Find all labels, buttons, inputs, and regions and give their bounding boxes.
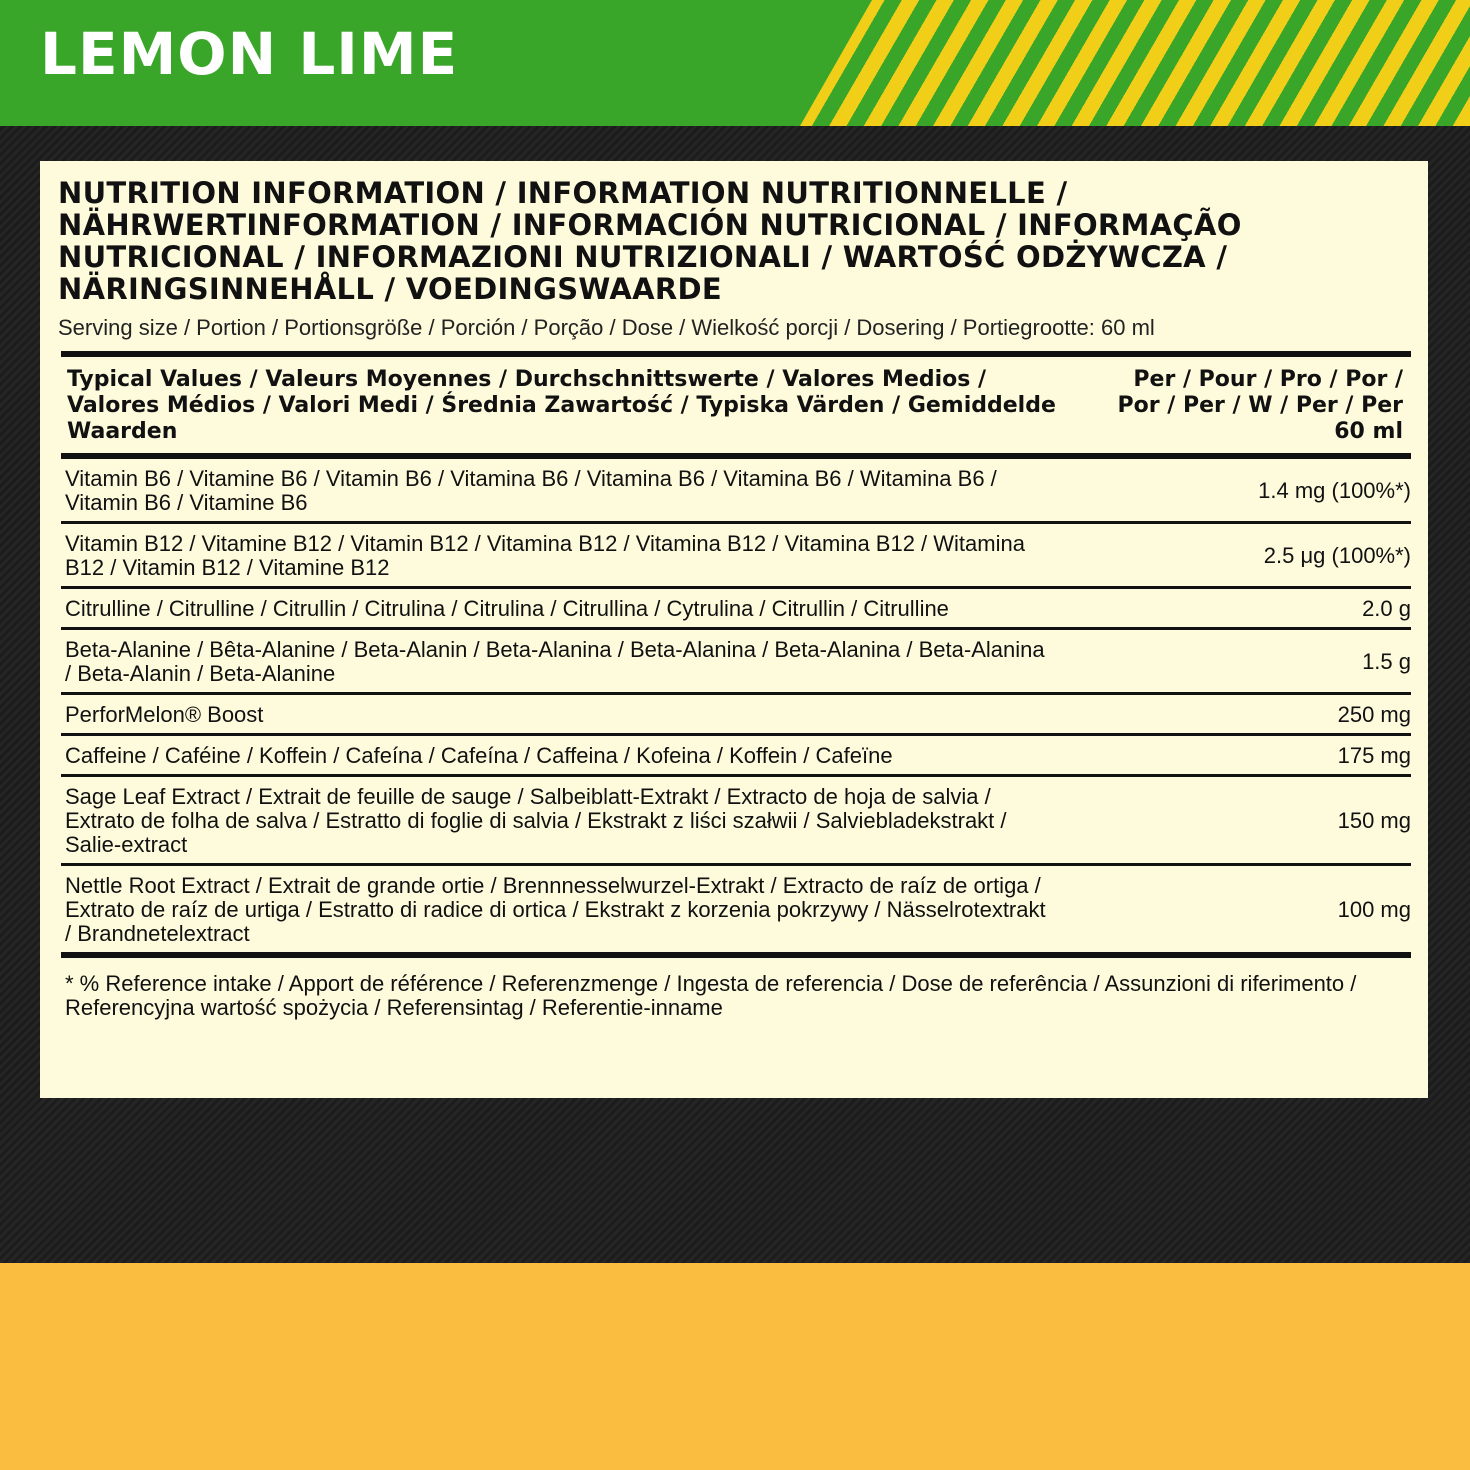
table-row bbox=[61, 459, 1411, 521]
nutrient-value: 100 mg bbox=[1337, 897, 1411, 922]
table-header bbox=[61, 357, 1411, 453]
nutrient-name: Sage Leaf Extract / Extrait de feuille de sauge / Salbeiblatt-Extrakt / Extracto de hoja de salvia / Extrato de folha de salva / Estratto di foglie di salvia / Ekstrakt z liści szałwii / Salviebladekstrakt / Salie-extract bbox=[65, 784, 1007, 857]
nutrient-name: Caffeine / Caféine / Koffein / Cafeína / Cafeína / Caffeina / Kofeina / Koffein / Cafeïne bbox=[65, 743, 893, 768]
flavor-title: LEMON LIME bbox=[40, 20, 459, 88]
reference-footnote: * % Reference intake / Apport de référence / Referenzmenge / Ingesta de referencia / Dose de referência / Assunzioni di riferimento / Referencyjna wartość spożycia / Referensintag / Referentie-inname bbox=[65, 971, 1357, 1020]
header-typical-values: Typical Values / Valeurs Moyennes / Durchschnittswerte / Valores Medios / Valores Médios / Valori Medi / Średnia Zawartość / Typiska Värden / Gemiddelde Waarden bbox=[67, 367, 1056, 444]
table-row bbox=[61, 524, 1411, 586]
nutrient-name: Citrulline / Citrulline / Citrullin / Citrulina / Citrulina / Citrullina / Cytrulina / Citrullin / Citrulline bbox=[65, 596, 949, 621]
bottom-color-band bbox=[0, 1263, 1470, 1470]
table-row bbox=[61, 777, 1411, 863]
serving-size: Serving size / Portion / Portionsgröße / Porción / Porção / Dose / Wielkość porcji / Dosering / Portiegrootte: 60 ml bbox=[58, 315, 1155, 340]
diagonal-stripes bbox=[800, 0, 1470, 126]
nutrient-name: PerforMelon® Boost bbox=[65, 702, 264, 727]
header-per-serving: Per / Pour / Pro / Por / Por / Per / W / Per / Per 60 ml bbox=[1117, 367, 1403, 444]
table-row bbox=[61, 695, 1411, 733]
nutrient-value: 2.0 g bbox=[1362, 596, 1411, 621]
nutrition-panel bbox=[40, 161, 1428, 1098]
table-row bbox=[61, 589, 1411, 627]
nutrient-value: 1.5 g bbox=[1362, 649, 1411, 674]
nutrient-name: Nettle Root Extract / Extrait de grande ortie / Brennnesselwurzel-Extrakt / Extracto de raíz de ortiga / Extrato de raíz de urtiga / Estratto di radice di ortica / Ekstrakt z korzenia pokrzywy / Nässelrotextrakt / Brandnetelextract bbox=[65, 873, 1046, 946]
nutrient-value: 150 mg bbox=[1337, 808, 1411, 833]
nutrient-name: Vitamin B6 / Vitamine B6 / Vitamin B6 / Vitamina B6 / Vitamina B6 / Vitamina B6 / Witamina B6 / Vitamin B6 / Vitamine B6 bbox=[65, 466, 997, 515]
table-row bbox=[61, 630, 1411, 692]
nutrient-value: 175 mg bbox=[1337, 743, 1411, 768]
nutrition-table bbox=[61, 351, 1411, 1020]
nutrient-value: 1.4 mg (100%*) bbox=[1258, 478, 1411, 503]
nutrient-value: 250 mg bbox=[1337, 702, 1411, 727]
table-row bbox=[61, 866, 1411, 952]
nutrient-name: Beta-Alanine / Bêta-Alanine / Beta-Alanin / Beta-Alanina / Beta-Alanina / Beta-Alanina / Beta-Alanina / Beta-Alanin / Beta-Alanine bbox=[65, 637, 1045, 686]
nutrient-name: Vitamin B12 / Vitamine B12 / Vitamin B12 / Vitamina B12 / Vitamina B12 / Vitamina B12 / Witamina B12 / Vitamin B12 / Vitamine B12 bbox=[65, 531, 1025, 580]
nutrition-heading: NUTRITION INFORMATION / INFORMATION NUTRITIONNELLE / NÄHRWERTINFORMATION / INFORMACIÓN NUTRICIONAL / INFORMAÇÃO NUTRICIONAL / INFORMAZIONI NUTRIZIONALI / WARTOŚĆ ODŻYWCZA / NÄRINGSINNEHÅLL / VOEDINGSWAARDE bbox=[58, 176, 1242, 306]
flavor-banner bbox=[0, 0, 1470, 126]
table-row bbox=[61, 736, 1411, 774]
nutrient-value: 2.5 μg (100%*) bbox=[1263, 543, 1411, 568]
